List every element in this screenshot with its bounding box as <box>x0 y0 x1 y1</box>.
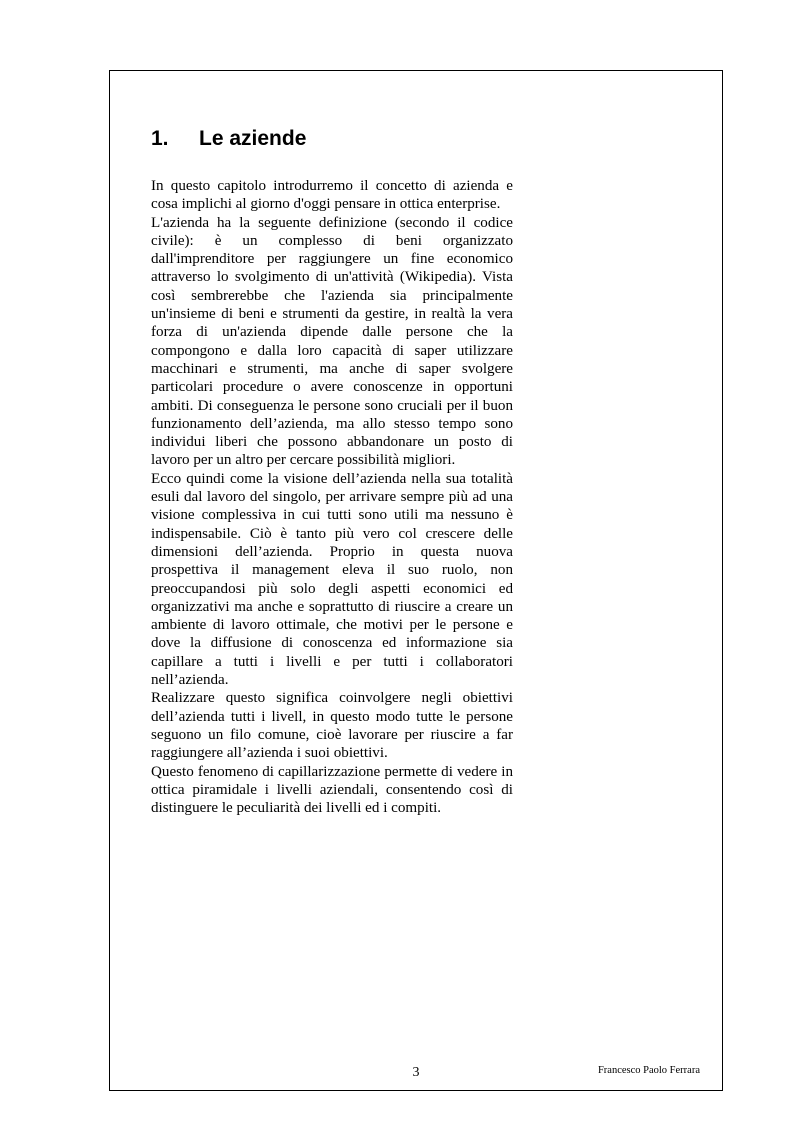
body-text <box>151 177 513 817</box>
paragraph: In questo capitolo introdurremo il concetto di azienda e cosa implichi al giorno d'oggi pensare in ottica enterprise. <box>151 178 513 213</box>
chapter-heading <box>151 127 306 151</box>
footer-author: Francesco Paolo Ferrara <box>597 1065 700 1076</box>
paragraph: Ecco quindi come la visione dell’azienda nella sua totalità esuli dal lavoro del singolo, per arrivare sempre più ad una visione complessiva in cui tutti sono utili ma nessuno è indispensabile. Ciò è tanto più vero col crescere delle dimensioni dell’azienda. Proprio in questa nuova prospettiva il management eleva il suo ruolo, non preoccupandosi più solo degli aspetti economici ed organizzativi ma anche e soprattutto di riuscire a creare un ambiente di lavoro ottimale, che motivi per le persone e dove la diffusione di conoscenza ed informazione sia capillare a tutti i livelli e per tutti i collaboratori nell’azienda. <box>151 470 513 689</box>
chapter-number: 1. <box>151 127 169 150</box>
chapter-title: Le aziende <box>199 127 307 150</box>
page-number: 3 <box>412 1065 420 1080</box>
paragraph: Realizzare questo significa coinvolgere negli obiettivi dell’azienda tutti i livell, in questo modo tutte le persone seguono un filo comune, cioè lavorare per riuscire a far raggiungere all’azienda i suoi obiettivi. <box>151 690 513 762</box>
paragraph: L'azienda ha la seguente definizione (secondo il codice civile): è un complesso di beni organizzato dall'imprenditore per raggiungere un fine economico attraverso lo svolgimento di un'attività (Wikipedia). Vista così sembrerebbe che l'azienda sia principalmente un'insieme di beni e strumenti da gestire, in realtà la vera forza di un'azienda dipende dalle persone che la compongono e dalla loro capacità di saper utilizzare macchinari e strumenti, ma anche di saper svolgere particolari procedure o avere conoscenze in opportuni ambiti. Di conseguenza le persone sono cruciali per il buon funzionamento dell’azienda, ma allo stesso tempo sono individui liberi che possono abbandonare un posto di lavoro per un altro per cercare possibilità migliori. <box>151 214 513 469</box>
paragraph: Questo fenomeno di capillarizzazione permette di vedere in ottica piramidale i livelli aziendali, consentendo così di distinguere le peculiarità dei livelli ed i compiti. <box>151 763 513 817</box>
